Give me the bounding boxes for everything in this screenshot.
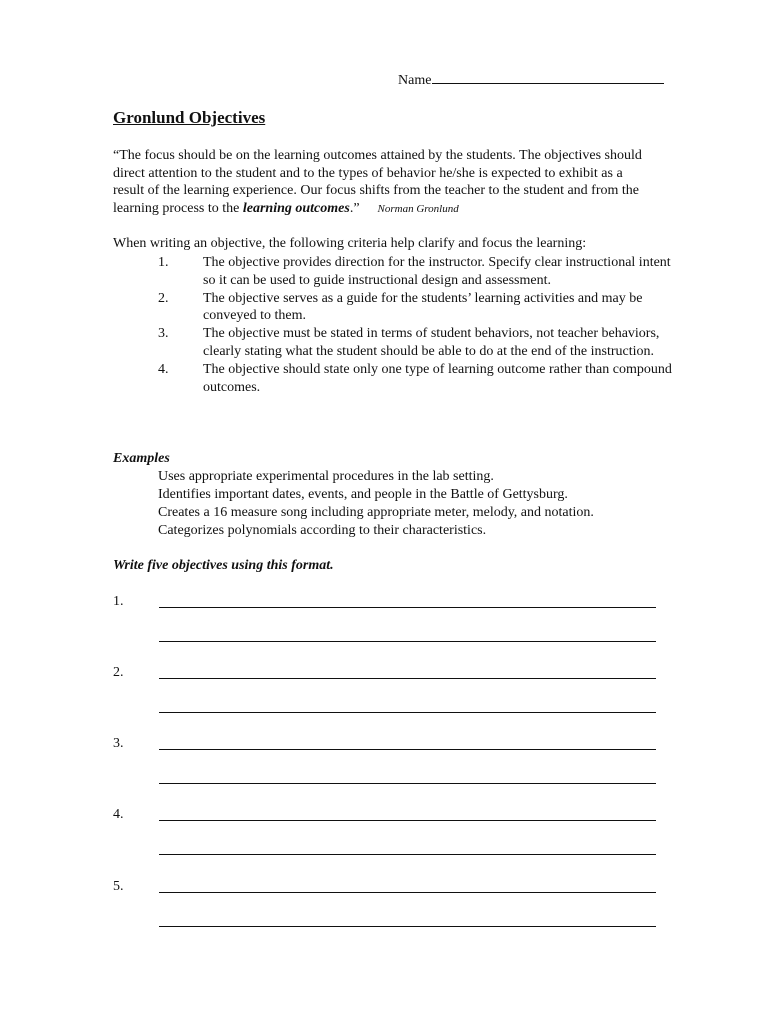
- answer-line[interactable]: [159, 712, 656, 713]
- example-item: Identifies important dates, events, and people in the Battle of Gettysburg.: [158, 486, 568, 502]
- criteria-item: [113, 290, 673, 326]
- criteria-number: 1.: [158, 255, 169, 270]
- examples-list: [158, 468, 594, 540]
- quote-emphasis: learning outcomes: [242, 200, 350, 216]
- answer-number: 5.: [113, 879, 124, 894]
- quote-author: Norman Gronlund: [377, 202, 459, 215]
- criteria-list: [113, 254, 673, 396]
- criteria-number: 2.: [158, 290, 169, 306]
- criteria-text: The objective provides direction for the instructor. Specify clear instructional intent so it can be used to guide instructional design and assessment.: [203, 255, 671, 288]
- answer-line[interactable]: [159, 678, 656, 679]
- answer-number: 4.: [113, 807, 124, 822]
- name-field: [398, 69, 664, 89]
- answer-line[interactable]: [159, 749, 656, 750]
- page-title: Gronlund Objectives: [113, 108, 266, 127]
- answer-line[interactable]: [159, 892, 656, 893]
- criteria-item: [113, 361, 673, 397]
- criteria-text: The objective serves as a guide for the students’ learning activities and may be conveyed to them.: [203, 290, 643, 324]
- criteria-number: 4.: [158, 361, 169, 377]
- criteria-item: [113, 325, 673, 361]
- name-blank-line[interactable]: [432, 69, 664, 84]
- name-label: Name: [398, 73, 432, 88]
- example-item: Categorizes polynomials according to their characteristics.: [158, 522, 487, 538]
- answer-number: 3.: [113, 736, 124, 751]
- criteria-intro: When writing an objective, the following criteria help clarify and focus the learning:: [113, 236, 587, 251]
- answer-line[interactable]: [159, 607, 656, 608]
- example-item: Uses appropriate experimental procedures in the lab setting.: [158, 469, 494, 484]
- criteria-text: The objective must be stated in terms of student behaviors, not teacher behaviors, clearly stating what the student should be able to do at the end of the instruction.: [203, 326, 660, 359]
- answer-line[interactable]: [159, 854, 656, 855]
- answer-line[interactable]: [159, 820, 656, 821]
- criteria-text: The objective should state only one type of learning outcome rather than compound outcomes.: [203, 361, 672, 395]
- criteria-number: 3.: [158, 326, 169, 342]
- example-item: Creates a 16 measure song including appropriate meter, melody, and notation.: [158, 504, 594, 520]
- answer-line[interactable]: [159, 641, 656, 642]
- write-instructions: Write five objectives using this format.: [113, 558, 334, 573]
- answer-number: 2.: [113, 665, 124, 680]
- quote-text: “The focus should be on the learning outcomes attained by the students. The objectives should direct attention to the student and to the types of behavior he/she is expected to exhibit as a result of the learning experience. Our focus shifts from the teacher to the student and from the learning process to the: [113, 148, 642, 216]
- quote-paragraph: [113, 147, 653, 218]
- quote-close: .”: [349, 200, 360, 216]
- answer-line[interactable]: [159, 783, 656, 784]
- criteria-item: [113, 254, 673, 290]
- examples-heading: Examples: [113, 451, 170, 466]
- answer-line[interactable]: [159, 926, 656, 927]
- answer-number: 1.: [113, 594, 124, 609]
